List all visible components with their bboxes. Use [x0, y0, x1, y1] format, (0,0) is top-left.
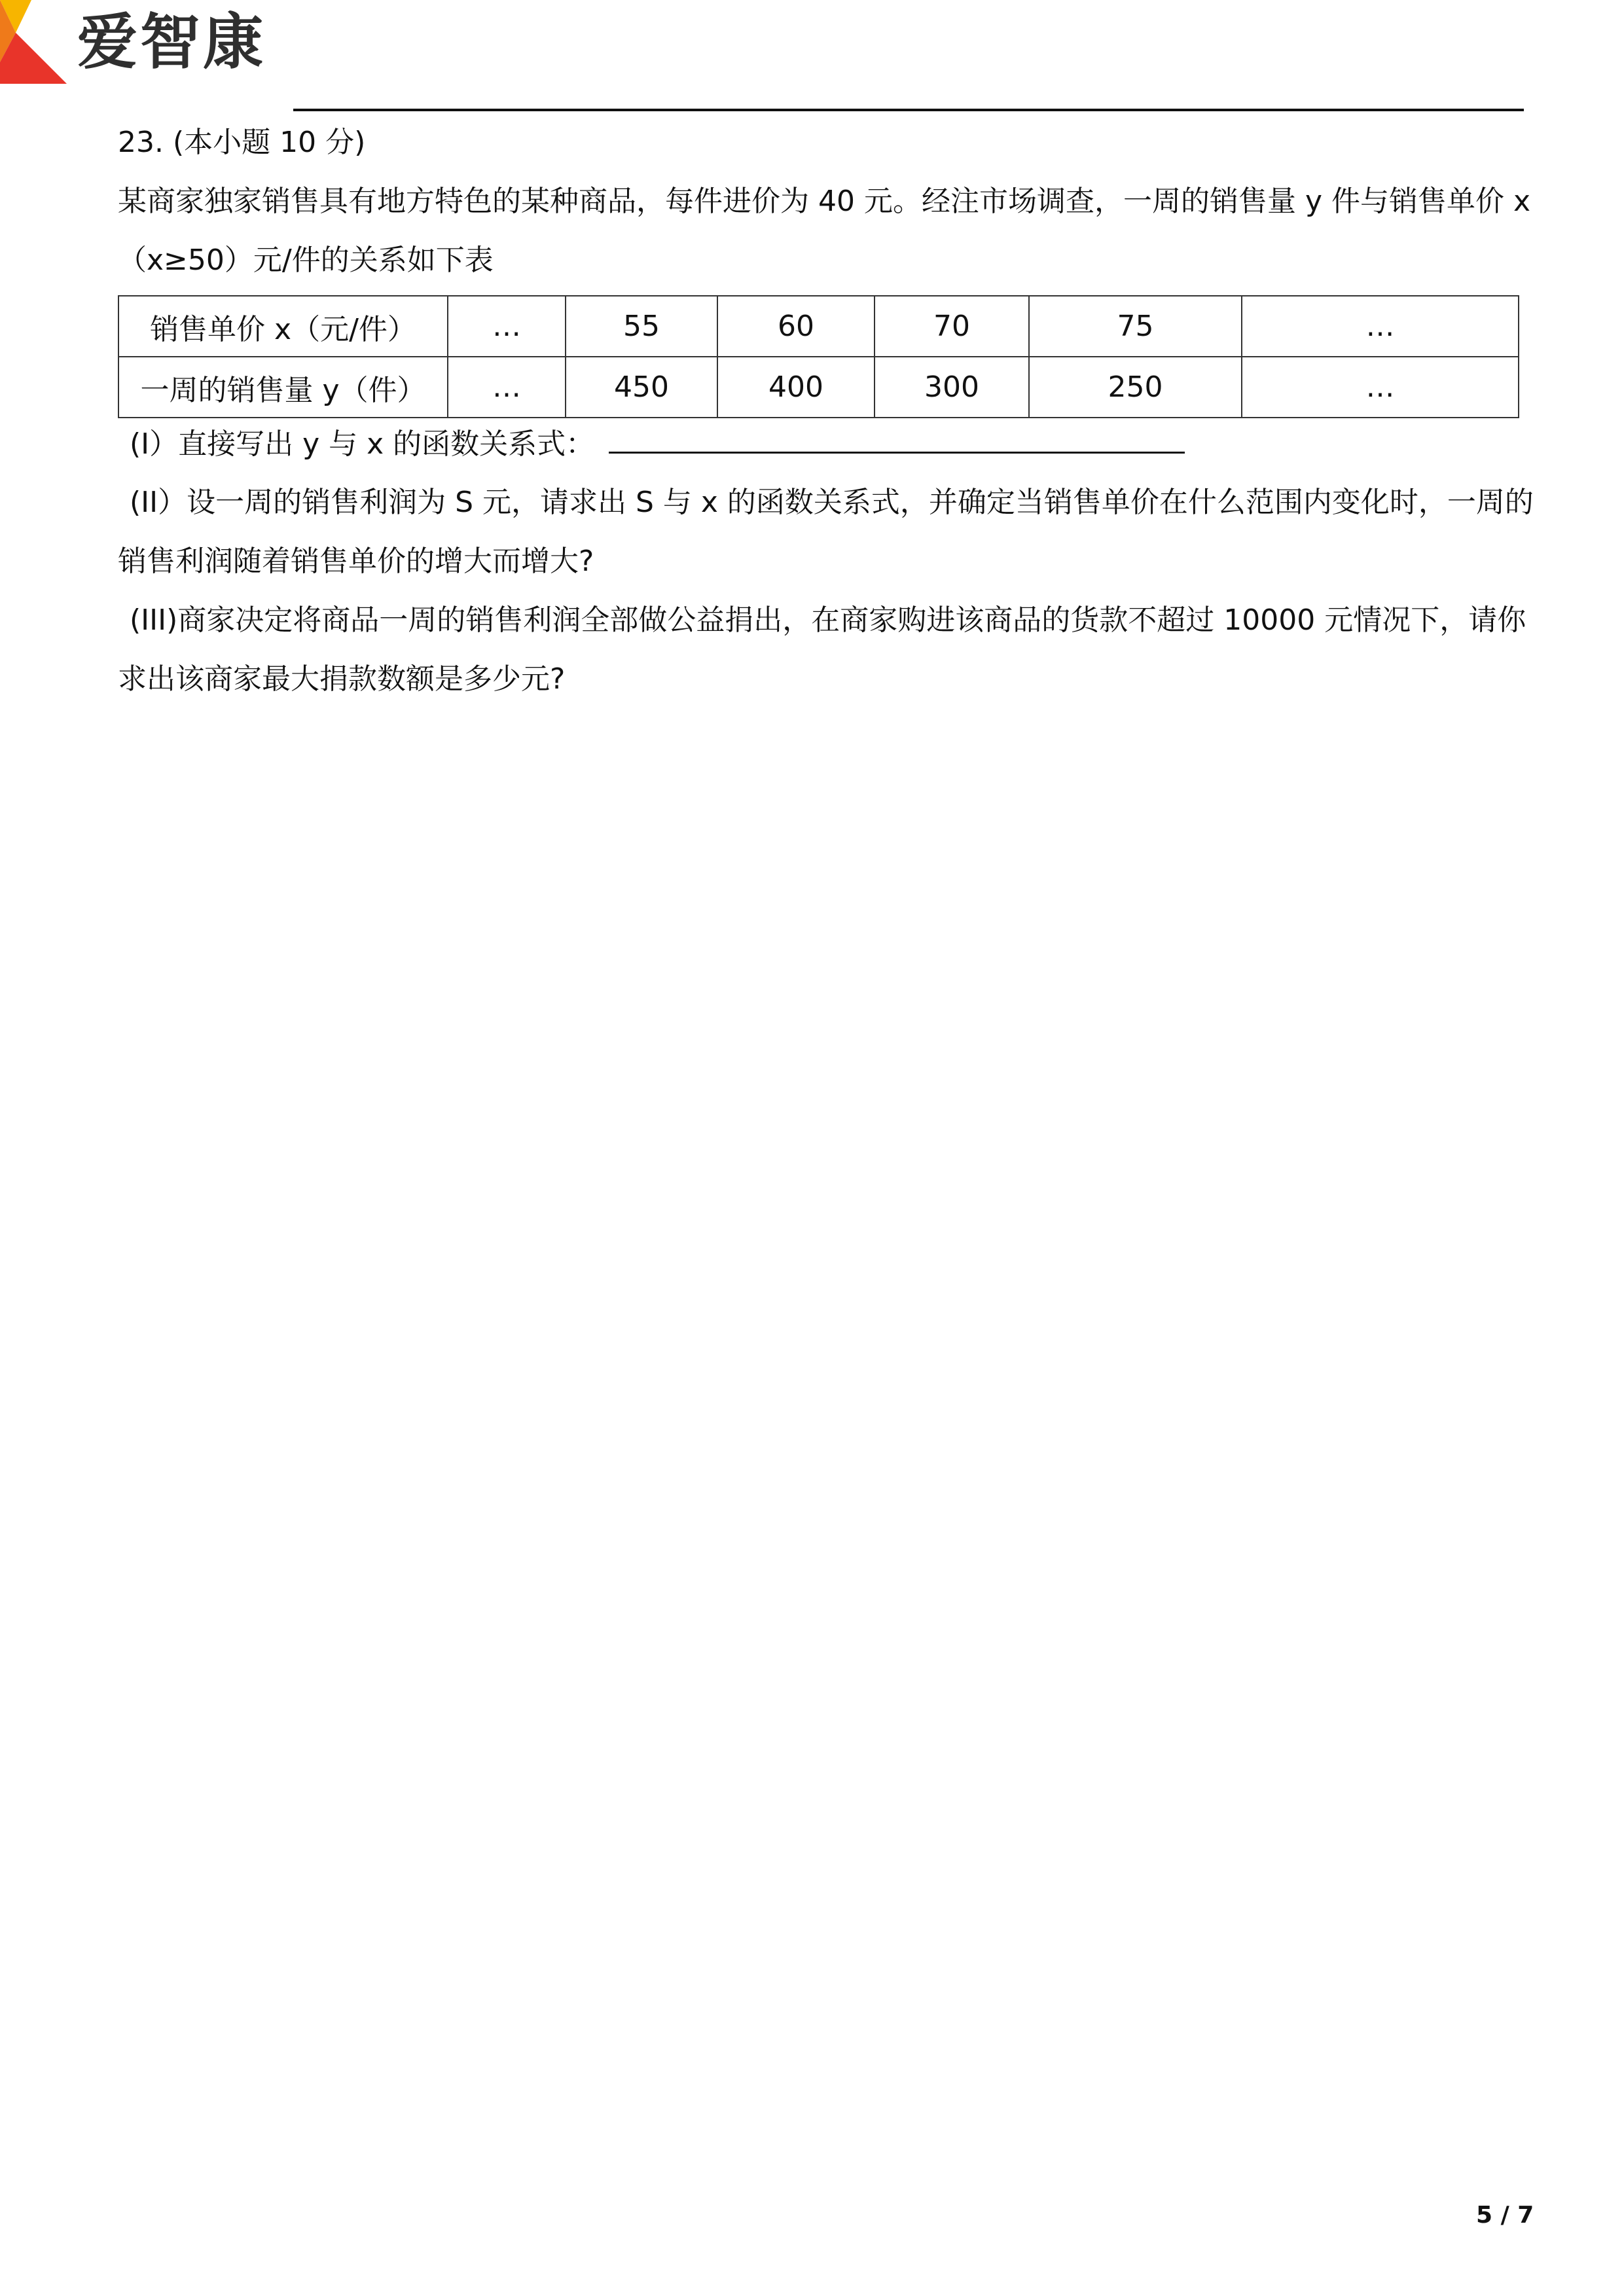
table-cell: 250: [1029, 357, 1242, 418]
table-cell: 70: [875, 296, 1029, 357]
question-header: 23. (本小题 10 分): [118, 126, 366, 159]
brand-logo: [0, 0, 266, 85]
table-cell: 300: [875, 357, 1029, 418]
table-cell: …: [1242, 296, 1519, 357]
table-cell: …: [1242, 357, 1519, 418]
part2-line1: (II）设一周的销售利润为 S 元，请求出 S 与 x 的函数关系式，并确定当销售单价在什么范围内变化时，一周的: [130, 486, 1534, 519]
row-label-sales: 一周的销售量 y（件）: [118, 357, 448, 418]
part3-line1: (III)商家决定将商品一周的销售利润全部做公益捐出，在商家购进该商品的货款不超过 10000 元情况下，请你: [130, 603, 1526, 637]
part1-line: [130, 425, 1185, 463]
logo-mark-icon: [0, 0, 68, 85]
table-cell: 60: [717, 296, 875, 357]
part1-text: (I）直接写出 y 与 x 的函数关系式：: [130, 427, 595, 461]
table-cell: 75: [1029, 296, 1242, 357]
answer-blank: [609, 425, 1185, 454]
table-cell: 450: [566, 357, 717, 418]
header-rule: [293, 109, 1524, 111]
table-cell: 400: [717, 357, 875, 418]
table-cell: …: [448, 357, 566, 418]
question-stem-line1: 某商家独家销售具有地方特色的某种商品，每件进价为 40 元。经注市场调查，一周的销售量 y 件与销售单价 x: [118, 185, 1530, 218]
part2-line2: 销售利润随着销售单价的增大而增大?: [118, 545, 594, 578]
table-row-sales: [118, 357, 1519, 418]
question-stem-line2: （x≥50）元/件的关系如下表: [118, 243, 494, 277]
part3-line2: 求出该商家最大捐款数额是多少元?: [118, 662, 566, 696]
row-label-price: 销售单价 x（元/件）: [118, 296, 448, 357]
page-number: 5 / 7: [1476, 2202, 1534, 2229]
logo-text: 爱智康: [77, 7, 266, 77]
table-row-price: [118, 296, 1519, 357]
price-sales-table: [118, 295, 1519, 418]
table-cell: 55: [566, 296, 717, 357]
table-cell: …: [448, 296, 566, 357]
